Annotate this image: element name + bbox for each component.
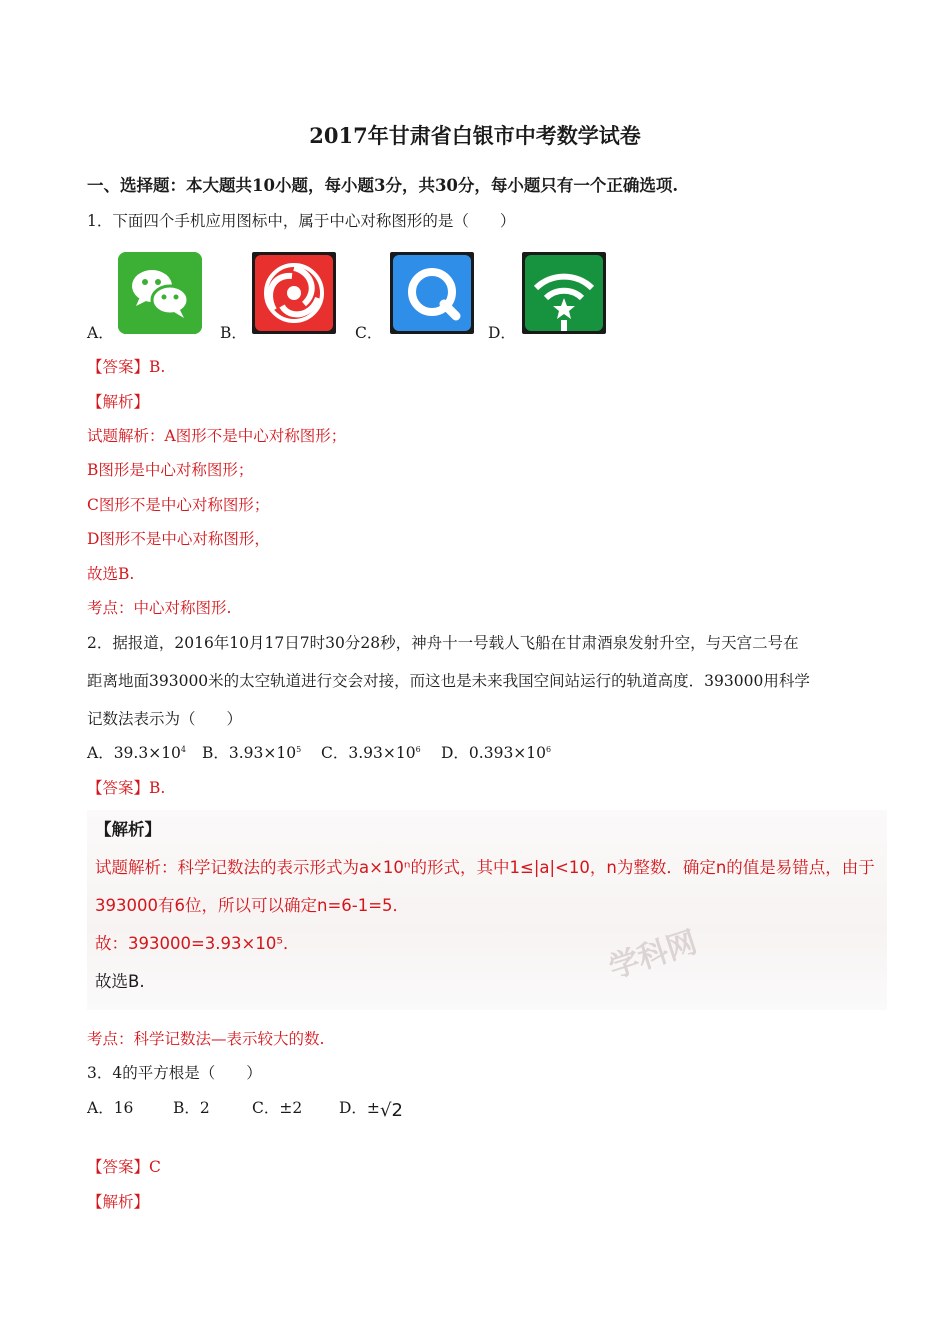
q1-analysis-line: B图形是中心对称图形； bbox=[87, 461, 254, 479]
q3-stem: 3．4的平方根是（ ） bbox=[87, 1064, 262, 1082]
q1-option-d-label: D． bbox=[488, 324, 516, 342]
q2-analysis-label: 【解析】 bbox=[95, 820, 161, 839]
q2-stem-line: 2．据报道，2016年10月17日7时30分28秒，神舟十一号载人飞船在甘肃酒泉发射升空，与天宫二号在 bbox=[87, 634, 799, 652]
q3-answer: 【答案】C bbox=[87, 1158, 161, 1176]
q2-analysis-line: 试题解析：科学记数法的表示形式为a×10ⁿ的形式，其中1≤|a|<10，n为整数．确定n的值是易错点，由于 bbox=[95, 858, 875, 877]
q2-analysis-line: 故：393000=3.93×10⁵． bbox=[95, 934, 300, 953]
q2-analysis-line: 故选B. bbox=[95, 972, 145, 991]
page-title: 2017年甘肃省白银市中考数学试卷 bbox=[309, 123, 641, 148]
q1-option-c-label: C． bbox=[355, 324, 383, 342]
q2-option-b: B．$3.93\times 10^5$ bbox=[202, 744, 302, 762]
q1-analysis-line: 试题解析：A图形不是中心对称图形； bbox=[87, 427, 347, 445]
q3-option-a: A．16 bbox=[87, 1099, 134, 1117]
q1-point: 考点：中心对称图形. bbox=[87, 599, 232, 617]
wifi-star-icon bbox=[522, 252, 606, 334]
q2-stem-line: 距离地面393000米的太空轨道进行交会对接，而这也是未来我国空间站运行的轨道高度．393000用科学 bbox=[87, 672, 810, 690]
wechat-icon bbox=[118, 252, 202, 334]
q1-analysis-line: D图形不是中心对称图形， bbox=[87, 530, 270, 548]
q3-option-d: D．± bbox=[339, 1099, 380, 1117]
swirl-icon bbox=[252, 252, 336, 334]
search-q-icon bbox=[390, 252, 474, 334]
q3-option-c: C．±2 bbox=[252, 1099, 303, 1117]
q1-option-b-label: B． bbox=[220, 324, 247, 342]
q1-analysis-line: C图形不是中心对称图形； bbox=[87, 496, 270, 514]
sqrt-two: √2 bbox=[380, 1100, 403, 1121]
q2-point: 考点：科学记数法—表示较大的数. bbox=[87, 1030, 325, 1048]
q3-analysis-label: 【解析】 bbox=[87, 1193, 150, 1211]
q1-stem: 1．下面四个手机应用图标中，属于中心对称图形的是（ ） bbox=[87, 212, 516, 230]
q1-analysis-line: 故选B. bbox=[87, 565, 135, 583]
q2-option-c: C．$3.93\times 10^6$ bbox=[321, 744, 421, 762]
watermark: 学科网 bbox=[604, 924, 702, 986]
q1-answer: 【答案】B. bbox=[87, 358, 166, 376]
q2-analysis-scan bbox=[87, 810, 887, 1010]
section-heading: 一、选择题：本大题共10小题，每小题3分，共30分，每小题只有一个正确选项. bbox=[87, 176, 679, 195]
q3-option-b: B．2 bbox=[173, 1099, 210, 1117]
q2-analysis-line: 393000有6位，所以可以确定n=6-1=5． bbox=[95, 896, 410, 915]
q1-analysis-label: 【解析】 bbox=[87, 393, 150, 411]
q2-option-d: D．$0.393\times 10^6$ bbox=[441, 744, 552, 762]
q1-option-a-label: A． bbox=[87, 324, 114, 342]
q2-answer: 【答案】B. bbox=[87, 779, 166, 797]
q2-stem-line: 记数法表示为（ ） bbox=[87, 710, 243, 728]
q2-option-a: A．$39.3\times 10^4$ bbox=[87, 744, 187, 762]
